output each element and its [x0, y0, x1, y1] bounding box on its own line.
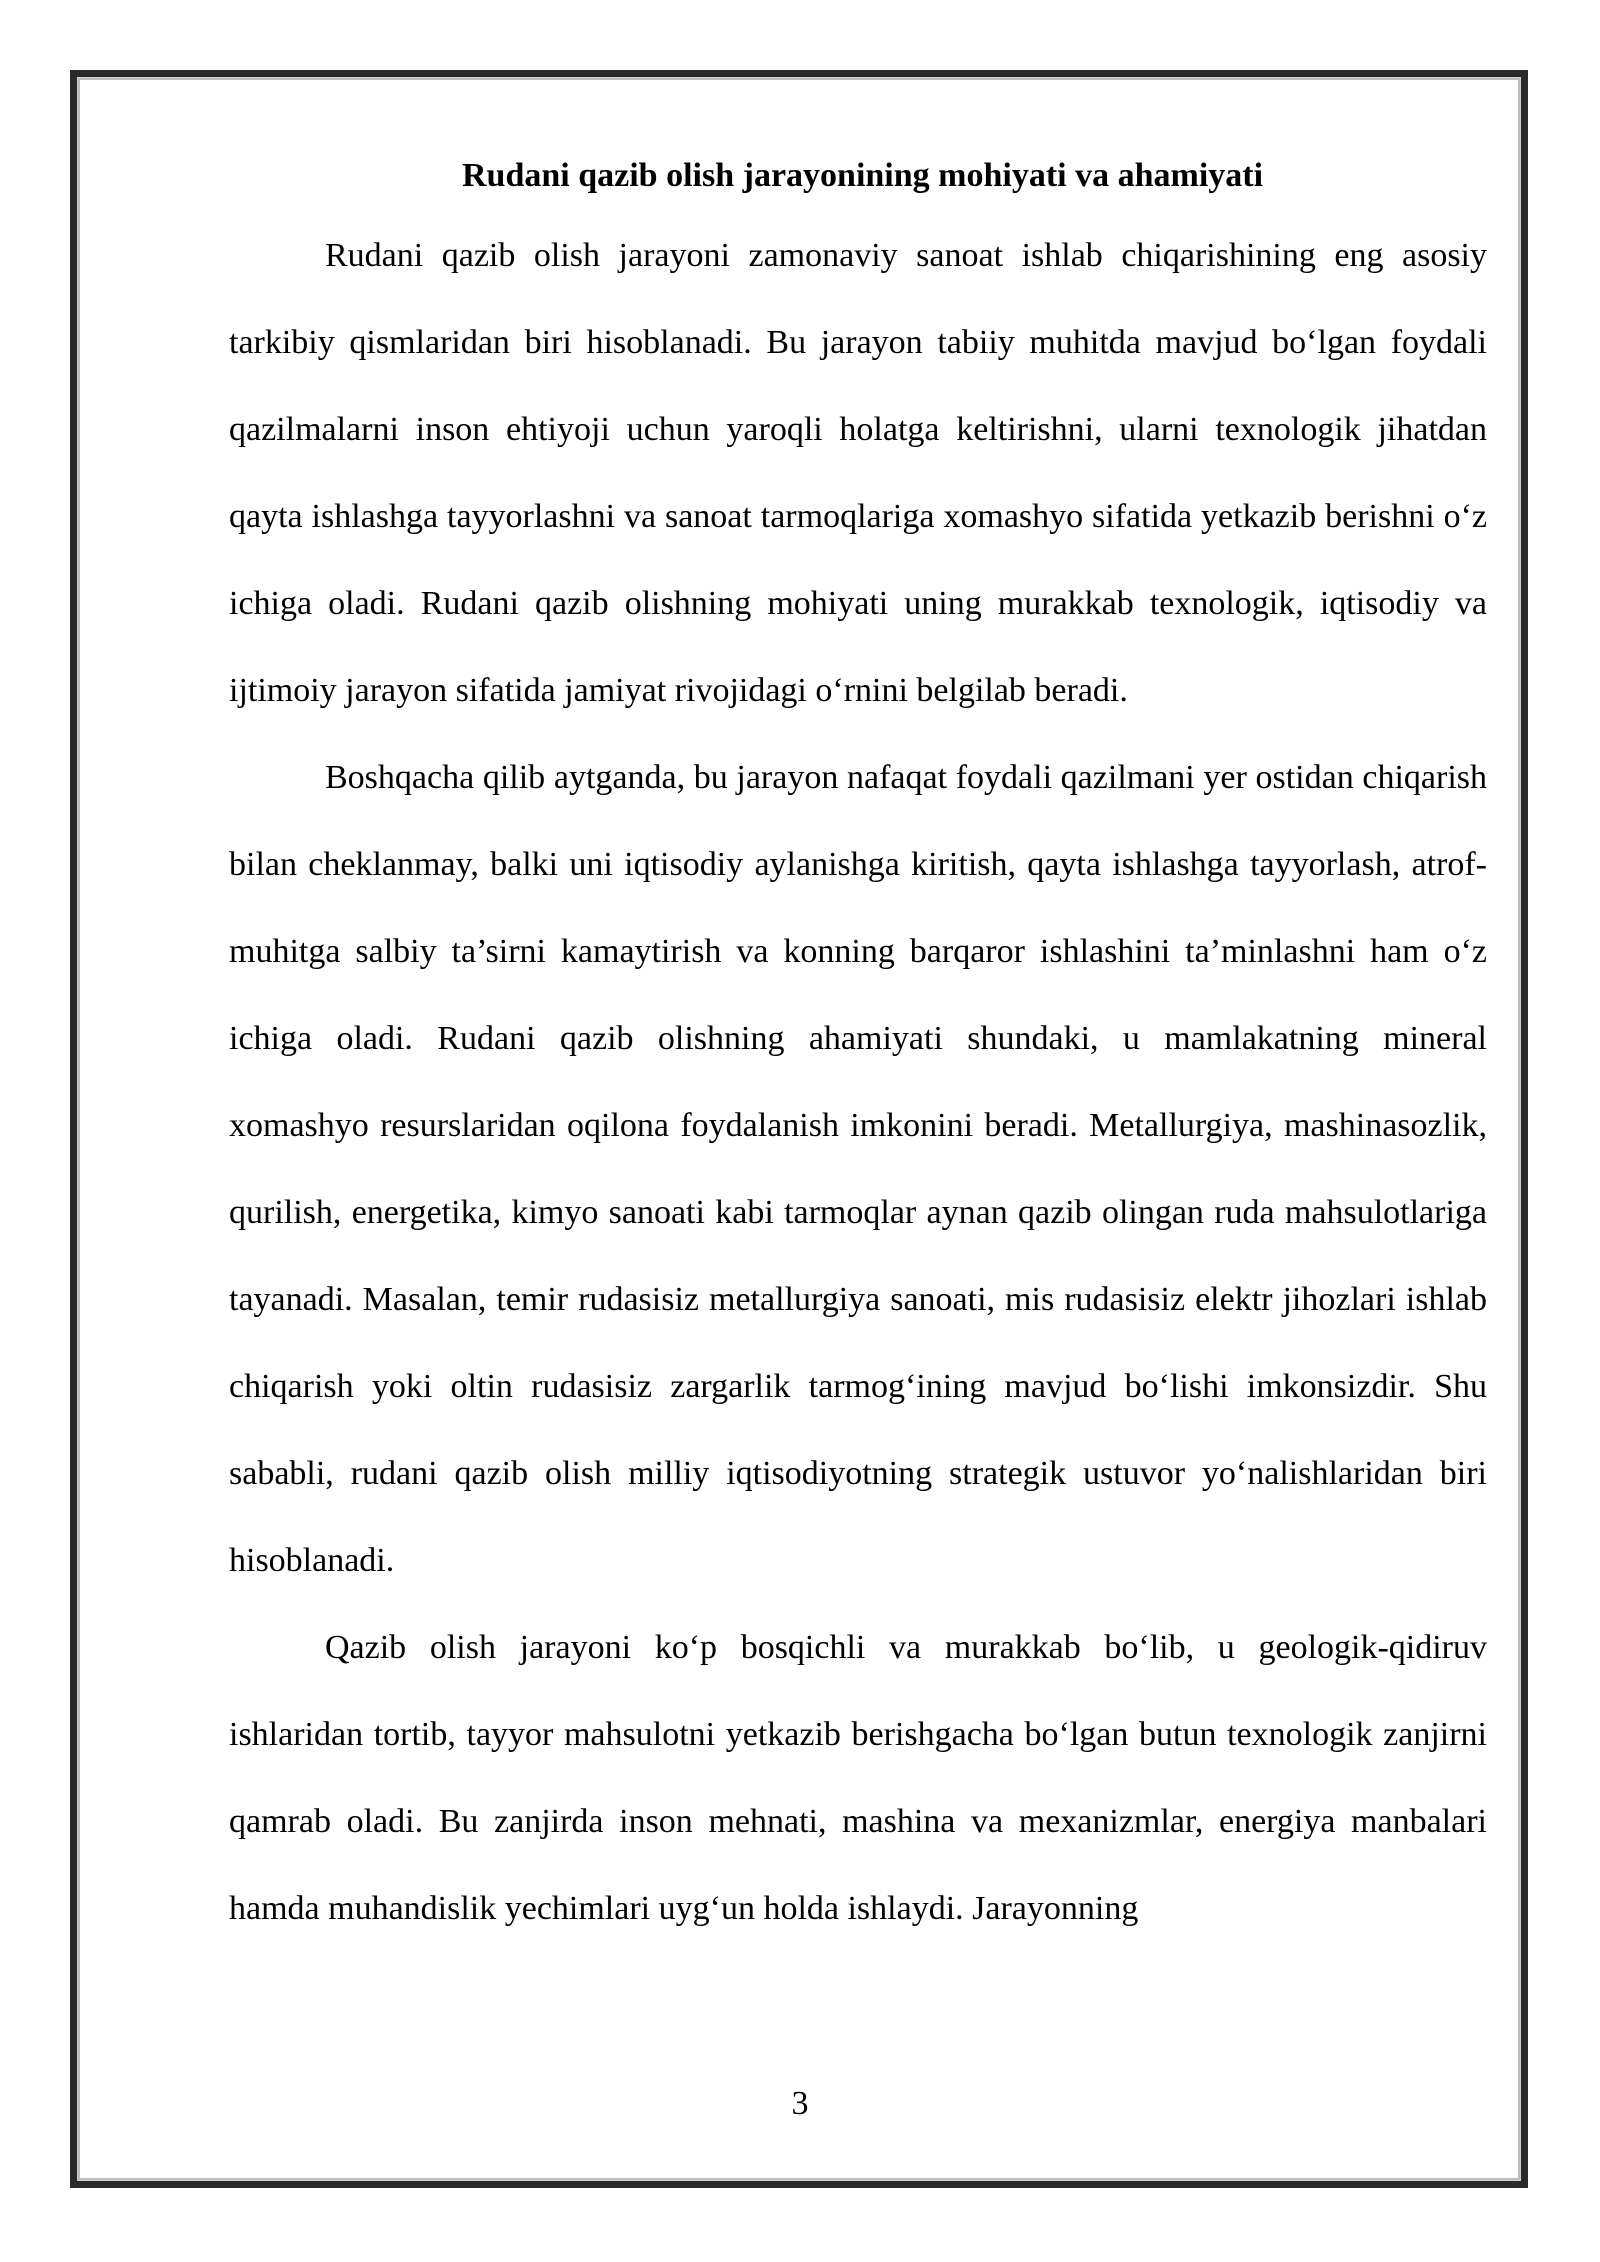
document-title: Rudani qazib olish jarayonining mohiyati va ahamiyati — [462, 157, 1264, 194]
paragraph-1: Rudani qazib olish jarayoni zamonaviy sanoat ishlab chiqarishining eng asosiy tarkibiy qismlaridan biri hisoblanadi. Bu jarayon tabiiy muhitda mavjud bo‘lgan foydali qazilmalarni inson ehtiyoji uchun yaroqli holatga keltirishni, ularni texnologik jihatdan qayta ishlashga tayyorlashni va sanoat tarmoqlariga xomashyo sifatida yetkazib berishni o‘z ichiga oladi. Rudani qazib olishning mohiyati uning murakkab texnologik, iqtisodiy va ijtimoiy jarayon sifatida jamiyat rivojidagi o‘rnini belgilab beradi. — [229, 237, 1487, 709]
paragraph-3: Qazib olish jarayoni ko‘p bosqichli va murakkab bo‘lib, u geologik-qidiruv ishlaridan tortib, tayyor mahsulotni yetkazib berishgacha bo‘lgan butun texnologik zanjirni qamrab oladi. Bu zanjirda inson mehnati, mashina va mexanizmlar, energiya manbalari hamda muhandislik yechimlari uyg‘un holda ishlaydi. Jarayonning — [229, 1629, 1487, 1927]
paragraph-2: Boshqacha qilib aytganda, bu jarayon nafaqat foydali qazilmani yer ostidan chiqarish bilan cheklanmay, balki uni iqtisodiy aylanishga kiritish, qayta ishlashga tayyorlash, atrof-muhitga salbiy ta’sirni kamaytirish va konning barqaror ishlashini ta’minlashni ham o‘z ichiga oladi. Rudani qazib olishning ahamiyati shundaki, u mamlakatning mineral xomashyo resurslaridan oqilona foydalanish imkonini beradi. Metallurgiya, mashinasozlik, qurilish, energetika, kimyo sanoati kabi tarmoqlar aynan qazib olingan ruda mahsulotlariga tayanadi. Masalan, temir rudasisiz metallurgiya sanoati, mis rudasisiz elektr jihozlari ishlab chiqarish yoki oltin rudasisiz zargarlik tarmog‘ining mavjud bo‘lishi imkonsizdir. Shu sababli, rudani qazib olish milliy iqtisodiyotning strategik ustuvor yo‘nalishlaridan biri hisoblanadi. — [229, 759, 1487, 1579]
document-body — [229, 150, 1487, 1952]
page-number: 3 — [791, 2085, 809, 2122]
